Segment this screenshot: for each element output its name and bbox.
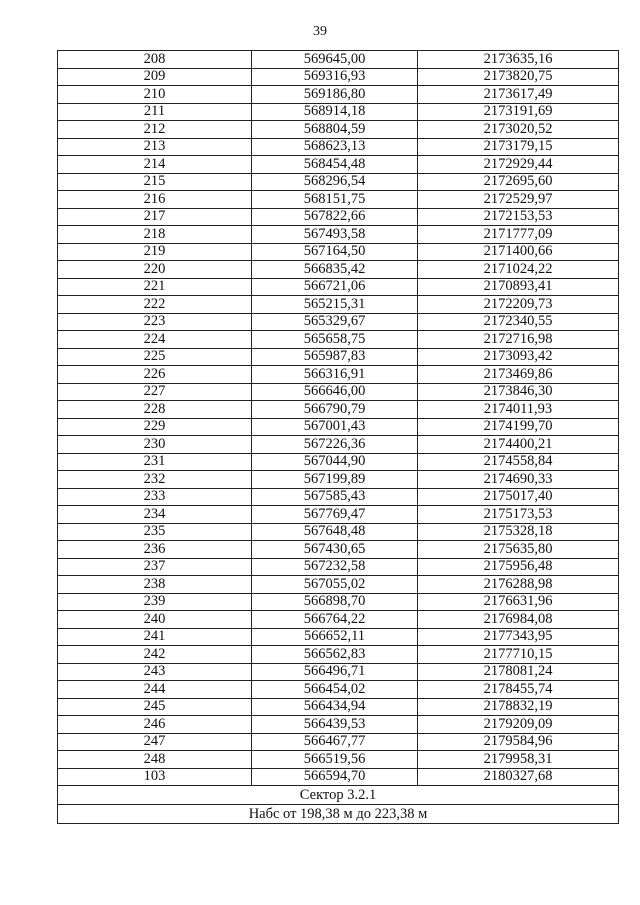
x-coordinate-cell: 568454,48 bbox=[252, 156, 418, 174]
table-row bbox=[58, 226, 619, 244]
point-number-cell: 239 bbox=[58, 593, 252, 611]
y-coordinate-cell: 2176631,96 bbox=[418, 593, 619, 611]
x-coordinate-cell: 567493,58 bbox=[252, 226, 418, 244]
y-coordinate-cell: 2174400,21 bbox=[418, 436, 619, 454]
point-number-cell: 240 bbox=[58, 611, 252, 629]
x-coordinate-cell: 566835,42 bbox=[252, 261, 418, 279]
table-row bbox=[58, 611, 619, 629]
table-row bbox=[58, 348, 619, 366]
page-number: 39 bbox=[313, 24, 327, 39]
table-row bbox=[58, 593, 619, 611]
y-coordinate-cell: 2175173,53 bbox=[418, 506, 619, 524]
table-row bbox=[58, 418, 619, 436]
x-coordinate-cell: 565329,67 bbox=[252, 313, 418, 331]
y-coordinate-cell: 2173635,16 bbox=[418, 51, 619, 69]
point-number-cell: 214 bbox=[58, 156, 252, 174]
x-coordinate-cell: 568151,75 bbox=[252, 191, 418, 209]
y-coordinate-cell: 2178455,74 bbox=[418, 681, 619, 699]
table-row bbox=[58, 751, 619, 769]
x-coordinate-cell: 566652,11 bbox=[252, 628, 418, 646]
point-number-cell: 231 bbox=[58, 453, 252, 471]
y-coordinate-cell: 2173093,42 bbox=[418, 348, 619, 366]
table-row bbox=[58, 663, 619, 681]
point-number-cell: 242 bbox=[58, 646, 252, 664]
y-coordinate-cell: 2173179,15 bbox=[418, 138, 619, 156]
table-row bbox=[58, 261, 619, 279]
point-number-cell: 236 bbox=[58, 541, 252, 559]
y-coordinate-cell: 2175017,40 bbox=[418, 488, 619, 506]
table-row bbox=[58, 541, 619, 559]
point-number-cell: 237 bbox=[58, 558, 252, 576]
x-coordinate-cell: 566594,70 bbox=[252, 768, 418, 786]
y-coordinate-cell: 2171777,09 bbox=[418, 226, 619, 244]
point-number-cell: 219 bbox=[58, 243, 252, 261]
y-coordinate-cell: 2179209,09 bbox=[418, 716, 619, 734]
y-coordinate-cell: 2174558,84 bbox=[418, 453, 619, 471]
x-coordinate-cell: 566496,71 bbox=[252, 663, 418, 681]
x-coordinate-cell: 566562,83 bbox=[252, 646, 418, 664]
table-row bbox=[58, 733, 619, 751]
x-coordinate-cell: 567232,58 bbox=[252, 558, 418, 576]
point-number-cell: 229 bbox=[58, 418, 252, 436]
table-row bbox=[58, 138, 619, 156]
y-coordinate-cell: 2172929,44 bbox=[418, 156, 619, 174]
point-number-cell: 209 bbox=[58, 68, 252, 86]
table-row bbox=[58, 296, 619, 314]
table-row bbox=[58, 313, 619, 331]
y-coordinate-cell: 2180327,68 bbox=[418, 768, 619, 786]
x-coordinate-cell: 567055,02 bbox=[252, 576, 418, 594]
x-coordinate-cell: 568914,18 bbox=[252, 103, 418, 121]
point-number-cell: 213 bbox=[58, 138, 252, 156]
x-coordinate-cell: 565658,75 bbox=[252, 331, 418, 349]
table-row bbox=[58, 173, 619, 191]
point-number-cell: 241 bbox=[58, 628, 252, 646]
point-number-cell: 244 bbox=[58, 681, 252, 699]
table-row bbox=[58, 156, 619, 174]
x-coordinate-cell: 567585,43 bbox=[252, 488, 418, 506]
sector-row bbox=[58, 786, 619, 805]
point-number-cell: 224 bbox=[58, 331, 252, 349]
point-number-cell: 218 bbox=[58, 226, 252, 244]
y-coordinate-cell: 2174199,70 bbox=[418, 418, 619, 436]
point-number-cell: 220 bbox=[58, 261, 252, 279]
table-row bbox=[58, 383, 619, 401]
x-coordinate-cell: 565215,31 bbox=[252, 296, 418, 314]
y-coordinate-cell: 2173846,30 bbox=[418, 383, 619, 401]
table-row bbox=[58, 576, 619, 594]
table-row bbox=[58, 86, 619, 104]
x-coordinate-cell: 566519,56 bbox=[252, 751, 418, 769]
x-coordinate-cell: 566721,06 bbox=[252, 278, 418, 296]
table-row bbox=[58, 121, 619, 139]
point-number-cell: 221 bbox=[58, 278, 252, 296]
y-coordinate-cell: 2179584,96 bbox=[418, 733, 619, 751]
y-coordinate-cell: 2174011,93 bbox=[418, 401, 619, 419]
point-number-cell: 228 bbox=[58, 401, 252, 419]
y-coordinate-cell: 2173020,52 bbox=[418, 121, 619, 139]
point-number-cell: 227 bbox=[58, 383, 252, 401]
point-number-cell: 215 bbox=[58, 173, 252, 191]
x-coordinate-cell: 566646,00 bbox=[252, 383, 418, 401]
x-coordinate-cell: 569186,80 bbox=[252, 86, 418, 104]
point-number-cell: 103 bbox=[58, 768, 252, 786]
x-coordinate-cell: 567164,50 bbox=[252, 243, 418, 261]
height-range-label: Набс от 198,38 м до 223,38 м bbox=[58, 805, 619, 824]
y-coordinate-cell: 2173617,49 bbox=[418, 86, 619, 104]
x-coordinate-cell: 569316,93 bbox=[252, 68, 418, 86]
table-row bbox=[58, 331, 619, 349]
y-coordinate-cell: 2172716,98 bbox=[418, 331, 619, 349]
y-coordinate-cell: 2172209,73 bbox=[418, 296, 619, 314]
table-row bbox=[58, 681, 619, 699]
y-coordinate-cell: 2176984,08 bbox=[418, 611, 619, 629]
table-row bbox=[58, 436, 619, 454]
point-number-cell: 245 bbox=[58, 698, 252, 716]
point-number-cell: 238 bbox=[58, 576, 252, 594]
y-coordinate-cell: 2175635,80 bbox=[418, 541, 619, 559]
x-coordinate-cell: 565987,83 bbox=[252, 348, 418, 366]
x-coordinate-cell: 567226,36 bbox=[252, 436, 418, 454]
point-number-cell: 234 bbox=[58, 506, 252, 524]
table-row bbox=[58, 191, 619, 209]
y-coordinate-cell: 2177710,15 bbox=[418, 646, 619, 664]
table-row bbox=[58, 768, 619, 786]
sector-label: Сектор 3.2.1 bbox=[58, 786, 619, 805]
y-coordinate-cell: 2170893,41 bbox=[418, 278, 619, 296]
table-row bbox=[58, 366, 619, 384]
x-coordinate-cell: 566454,02 bbox=[252, 681, 418, 699]
point-number-cell: 212 bbox=[58, 121, 252, 139]
point-number-cell: 217 bbox=[58, 208, 252, 226]
point-number-cell: 225 bbox=[58, 348, 252, 366]
table-row bbox=[58, 698, 619, 716]
x-coordinate-cell: 566434,94 bbox=[252, 698, 418, 716]
x-coordinate-cell: 566316,91 bbox=[252, 366, 418, 384]
table-row bbox=[58, 278, 619, 296]
table-row bbox=[58, 243, 619, 261]
point-number-cell: 216 bbox=[58, 191, 252, 209]
point-number-cell: 246 bbox=[58, 716, 252, 734]
x-coordinate-cell: 566898,70 bbox=[252, 593, 418, 611]
x-coordinate-cell: 568623,13 bbox=[252, 138, 418, 156]
x-coordinate-cell: 567044,90 bbox=[252, 453, 418, 471]
x-coordinate-cell: 566467,77 bbox=[252, 733, 418, 751]
y-coordinate-cell: 2178081,24 bbox=[418, 663, 619, 681]
point-number-cell: 248 bbox=[58, 751, 252, 769]
table-row bbox=[58, 523, 619, 541]
y-coordinate-cell: 2174690,33 bbox=[418, 471, 619, 489]
y-coordinate-cell: 2173820,75 bbox=[418, 68, 619, 86]
point-number-cell: 208 bbox=[58, 51, 252, 69]
table-row bbox=[58, 558, 619, 576]
table-row bbox=[58, 628, 619, 646]
x-coordinate-cell: 567648,48 bbox=[252, 523, 418, 541]
x-coordinate-cell: 566439,53 bbox=[252, 716, 418, 734]
height-range-row bbox=[58, 805, 619, 824]
x-coordinate-cell: 567199,89 bbox=[252, 471, 418, 489]
table-row bbox=[58, 208, 619, 226]
point-number-cell: 222 bbox=[58, 296, 252, 314]
x-coordinate-cell: 567001,43 bbox=[252, 418, 418, 436]
point-number-cell: 210 bbox=[58, 86, 252, 104]
table-row bbox=[58, 646, 619, 664]
y-coordinate-cell: 2173191,69 bbox=[418, 103, 619, 121]
y-coordinate-cell: 2171400,66 bbox=[418, 243, 619, 261]
x-coordinate-cell: 569645,00 bbox=[252, 51, 418, 69]
x-coordinate-cell: 567769,47 bbox=[252, 506, 418, 524]
x-coordinate-cell: 567822,66 bbox=[252, 208, 418, 226]
y-coordinate-cell: 2173469,86 bbox=[418, 366, 619, 384]
y-coordinate-cell: 2172340,55 bbox=[418, 313, 619, 331]
x-coordinate-cell: 567430,65 bbox=[252, 541, 418, 559]
table-row bbox=[58, 453, 619, 471]
point-number-cell: 232 bbox=[58, 471, 252, 489]
table-row bbox=[58, 506, 619, 524]
y-coordinate-cell: 2178832,19 bbox=[418, 698, 619, 716]
table-row bbox=[58, 68, 619, 86]
y-coordinate-cell: 2179958,31 bbox=[418, 751, 619, 769]
y-coordinate-cell: 2172153,53 bbox=[418, 208, 619, 226]
point-number-cell: 243 bbox=[58, 663, 252, 681]
x-coordinate-cell: 566764,22 bbox=[252, 611, 418, 629]
coordinates-table bbox=[57, 50, 619, 824]
table-row bbox=[58, 103, 619, 121]
y-coordinate-cell: 2175956,48 bbox=[418, 558, 619, 576]
y-coordinate-cell: 2177343,95 bbox=[418, 628, 619, 646]
x-coordinate-cell: 566790,79 bbox=[252, 401, 418, 419]
y-coordinate-cell: 2176288,98 bbox=[418, 576, 619, 594]
point-number-cell: 233 bbox=[58, 488, 252, 506]
table-row bbox=[58, 488, 619, 506]
y-coordinate-cell: 2172529,97 bbox=[418, 191, 619, 209]
x-coordinate-cell: 568804,59 bbox=[252, 121, 418, 139]
y-coordinate-cell: 2175328,18 bbox=[418, 523, 619, 541]
point-number-cell: 223 bbox=[58, 313, 252, 331]
y-coordinate-cell: 2172695,60 bbox=[418, 173, 619, 191]
point-number-cell: 247 bbox=[58, 733, 252, 751]
table-row bbox=[58, 51, 619, 69]
table-row bbox=[58, 471, 619, 489]
table-row bbox=[58, 401, 619, 419]
point-number-cell: 226 bbox=[58, 366, 252, 384]
point-number-cell: 235 bbox=[58, 523, 252, 541]
point-number-cell: 230 bbox=[58, 436, 252, 454]
coordinates-table-body bbox=[58, 51, 619, 824]
y-coordinate-cell: 2171024,22 bbox=[418, 261, 619, 279]
table-row bbox=[58, 716, 619, 734]
point-number-cell: 211 bbox=[58, 103, 252, 121]
x-coordinate-cell: 568296,54 bbox=[252, 173, 418, 191]
